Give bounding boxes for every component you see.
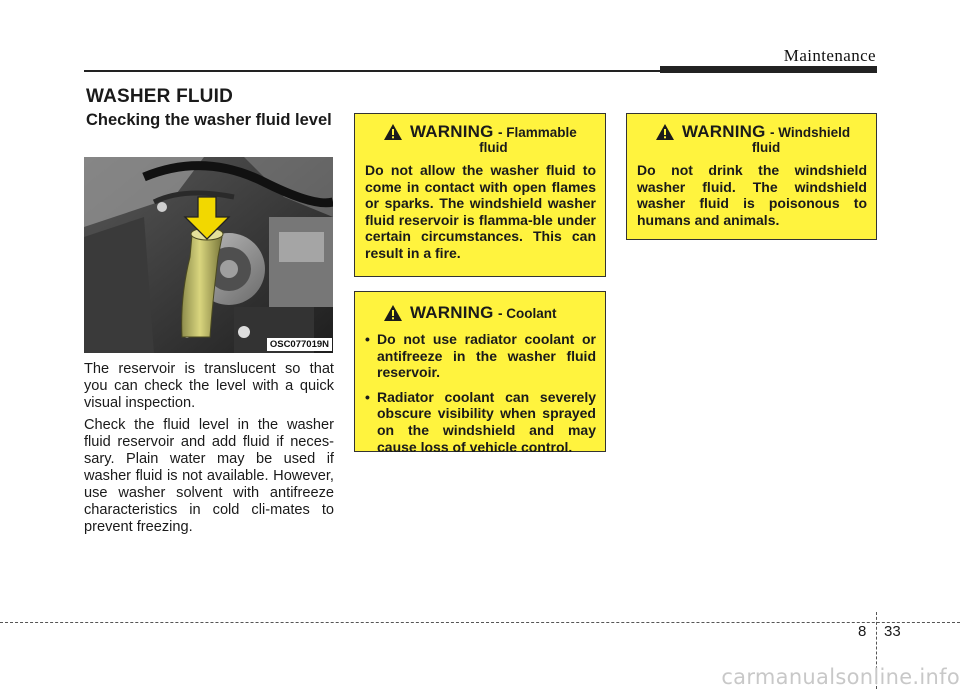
- warning-list-item: • Do not use radiator coolant or antifreeze in the washer fluid reservoir.: [365, 331, 596, 381]
- warning-subtitle: - Windshield: [770, 125, 851, 140]
- warning-subtitle: - Flammable: [498, 125, 577, 140]
- warning-triangle-icon: [383, 304, 403, 322]
- warning-windshield: [626, 113, 877, 240]
- warning-subtitle-cont: fluid: [479, 140, 508, 155]
- page-title: WASHER FLUID: [86, 86, 234, 107]
- warning-list-item: • Radiator coolant can severely obscure visibility when sprayed on the windshield and may cause loss of vehicle control.: [365, 389, 596, 455]
- warning-text: Do not allow the washer fluid to come in contact with open flames or sparks. The windshield washer fluid reservoir is flamma-ble under certain circumstances. This can result in a fire.: [365, 162, 596, 261]
- page-number: 33: [884, 623, 901, 640]
- section-label: Maintenance: [783, 46, 876, 65]
- engine-bay-illustration: [84, 157, 333, 353]
- warning-word: WARNING: [410, 122, 494, 141]
- warning-triangle-icon: [383, 123, 403, 141]
- header-rule: [84, 70, 660, 72]
- reservoir-photo: [84, 157, 333, 353]
- sub-heading: Checking the washer fluid level: [86, 111, 332, 129]
- footer-divider: [0, 622, 960, 623]
- warning-subtitle-cont: fluid: [751, 140, 781, 155]
- chapter-number: 8: [858, 623, 867, 640]
- warning-flammable: [354, 113, 606, 277]
- warning-word: WARNING: [682, 122, 766, 141]
- warning-triangle-icon: [655, 123, 675, 141]
- warning-list: [365, 331, 596, 455]
- warning-word: WARNING: [410, 303, 494, 322]
- watermark: carmanualsonline.info: [721, 665, 960, 689]
- warning-subtitle: - Coolant: [498, 306, 557, 321]
- warning-text: Do not drink the windshield washer fluid. The windshield washer fluid is poisonous to humans and animals.: [637, 162, 867, 228]
- warning-coolant: [354, 291, 606, 455]
- header-rule-bold: [660, 66, 877, 73]
- image-caption: OSC077019N: [267, 338, 332, 351]
- paragraph-check-level: Check the fluid level in the washer fluid reservoir and add fluid if neces-sary. Plain water may be used if washer fluid is not available. However, use washer solvent with antifreeze characteristics in cold cli-mates to prevent freezing.: [84, 417, 334, 535]
- paragraph-translucent: The reservoir is translucent so that you can check the level with a quick visual inspection.: [84, 361, 334, 411]
